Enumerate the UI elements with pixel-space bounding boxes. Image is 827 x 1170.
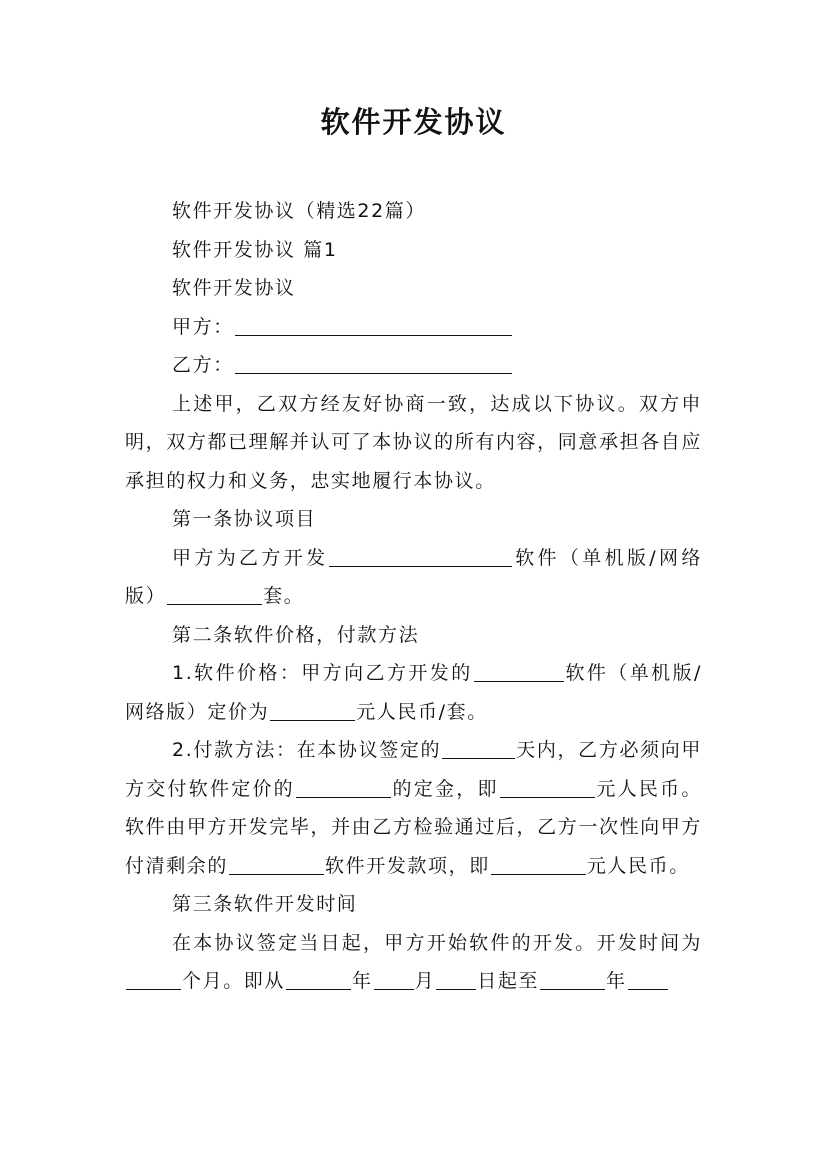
document-title: 软件开发协议 (320, 105, 507, 139)
quantity-blank[interactable] (167, 584, 262, 605)
party-b-line (125, 346, 702, 385)
text: 元人民币。 (586, 854, 690, 877)
text: 1.软件价格：甲方向乙方开发的 (172, 662, 473, 684)
heading-selection (125, 192, 702, 231)
text: 年 (352, 970, 373, 992)
text: 的定金，即 (391, 777, 499, 800)
text: 软件开发协议（精选22篇） (172, 200, 426, 222)
time-paragraph (125, 924, 702, 1001)
end-year-blank[interactable] (540, 969, 605, 990)
article-1-title (125, 500, 702, 539)
remaining-blank[interactable] (229, 854, 324, 875)
party-b-blank[interactable] (235, 353, 512, 374)
text: 在本协议签定当日起，甲方开始软件的开发。开发时间为 (172, 931, 702, 954)
text: 2.付款方法：在本协议签定的 (172, 739, 442, 761)
text: 个月。即从 (182, 970, 286, 992)
party-a-blank[interactable] (235, 315, 512, 336)
article-2-title (125, 616, 702, 655)
text: 第一条协议项目 (172, 508, 317, 530)
text: 软件（单机版/网络版）定价为 (125, 662, 702, 723)
days-blank[interactable] (442, 738, 515, 759)
deposit-amount-blank[interactable] (500, 777, 595, 798)
text: 软件开发协议 (172, 277, 296, 299)
text: 甲方为乙方开发 (172, 546, 329, 569)
text: 月 (414, 970, 436, 992)
remaining-amount-blank[interactable] (491, 854, 586, 875)
text: 年 (606, 970, 627, 992)
text: 日起至 (477, 970, 540, 992)
text: 天内，乙方必须向甲方交付软件定价的 (125, 739, 703, 800)
end-month-blank[interactable] (628, 969, 668, 990)
text: 第三条软件开发时间 (172, 893, 358, 915)
text: 元人民币。软件由甲方开发完毕，并由乙方检验通过后，乙方一次性向甲方付清剩余的 (125, 777, 702, 877)
text: 软件开发协议 篇1 (172, 238, 338, 261)
start-day-blank[interactable] (436, 969, 476, 990)
intro-paragraph (125, 385, 702, 501)
party-b-label: 乙方： (172, 354, 234, 376)
document-body (125, 192, 702, 1001)
start-month-blank[interactable] (374, 969, 414, 990)
payment-paragraph (125, 731, 702, 885)
article-1-paragraph (125, 539, 702, 616)
heading-agreement (125, 269, 702, 308)
heading-part-1 (125, 231, 702, 270)
start-year-blank[interactable] (286, 969, 351, 990)
text: 软件开发款项，即 (325, 854, 490, 877)
text: 套。 (263, 585, 305, 607)
text: 元人民币/套。 (356, 700, 488, 723)
article-3-title (125, 885, 702, 924)
text: 软件（单机版/网络版） (125, 546, 702, 607)
price-blank[interactable] (270, 700, 355, 721)
party-a-label: 甲方： (172, 315, 234, 338)
party-a-line (125, 308, 702, 347)
intro-text: 上述甲，乙双方经友好协商一致，达成以下协议。双方申明，双方都已理解并认可了本协议的所有内容，同意承担各自应承担的权力和义务，忠实地履行本协议。 (125, 392, 702, 492)
text: 第二条软件价格，付款方法 (172, 623, 420, 646)
months-blank[interactable] (126, 969, 181, 990)
software-name-blank[interactable] (329, 546, 512, 567)
software-blank[interactable] (474, 661, 564, 682)
deposit-percent-blank[interactable] (296, 777, 391, 798)
price-paragraph (125, 654, 702, 731)
